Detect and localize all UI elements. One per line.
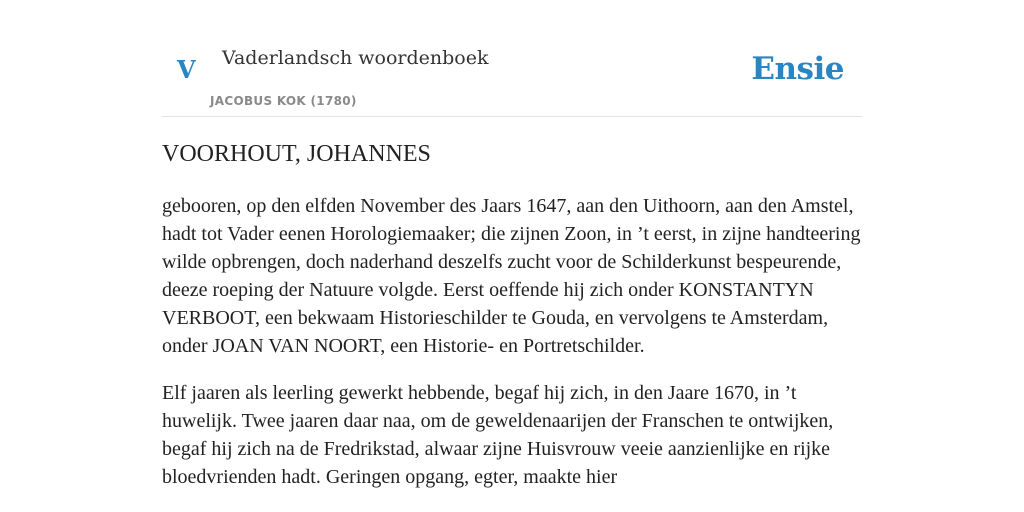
book-author: JACOBUS KOK (1780): [210, 94, 357, 108]
site-header: [162, 0, 862, 117]
entry-paragraph: gebooren, op den elfden November des Jaars 1647, aan den Uithoorn, aan den Amstel, hadt tot Vader eenen Horologiemaaker; die zijnen Zoon, in ’t eerst, in zijne handteering wilde opbrengen, doch naderhand deszelfs zucht voor de Schilderkunst bespeurende, deeze roeping der Natuure volgde. Eerst oeffende hij zich onder KONSTANTYN VERBOOT, een bekwaam Historieschilder te Gouda, en vervolgens te Amsterdam, onder JOAN VAN NOORT, een Historie- en Portretschilder.: [162, 195, 861, 357]
ensie-logo[interactable]: Ensie: [751, 51, 844, 87]
entry-paragraph: Elf jaaren als leerling gewerkt hebbende, begaf hij zich, in den Jaare 1670, in ’t huwelijk. Twee jaaren daar naa, om de geweldenaarijen der Franschen te ontwijken, begaf hij zich na de Fredrikstad, alwaar zijne Huisvrouw veeie aanzienlijke en rijke bloedvrienden hadt. Geringen opgang, egter, maakte hier: [162, 382, 834, 488]
book-title-link[interactable]: Vaderlandsch woordenboek: [222, 47, 489, 69]
entry-body: [162, 192, 862, 510]
book-letter-link[interactable]: V: [177, 55, 196, 84]
entry-title: VOORHOUT, JOHANNES: [162, 141, 431, 167]
